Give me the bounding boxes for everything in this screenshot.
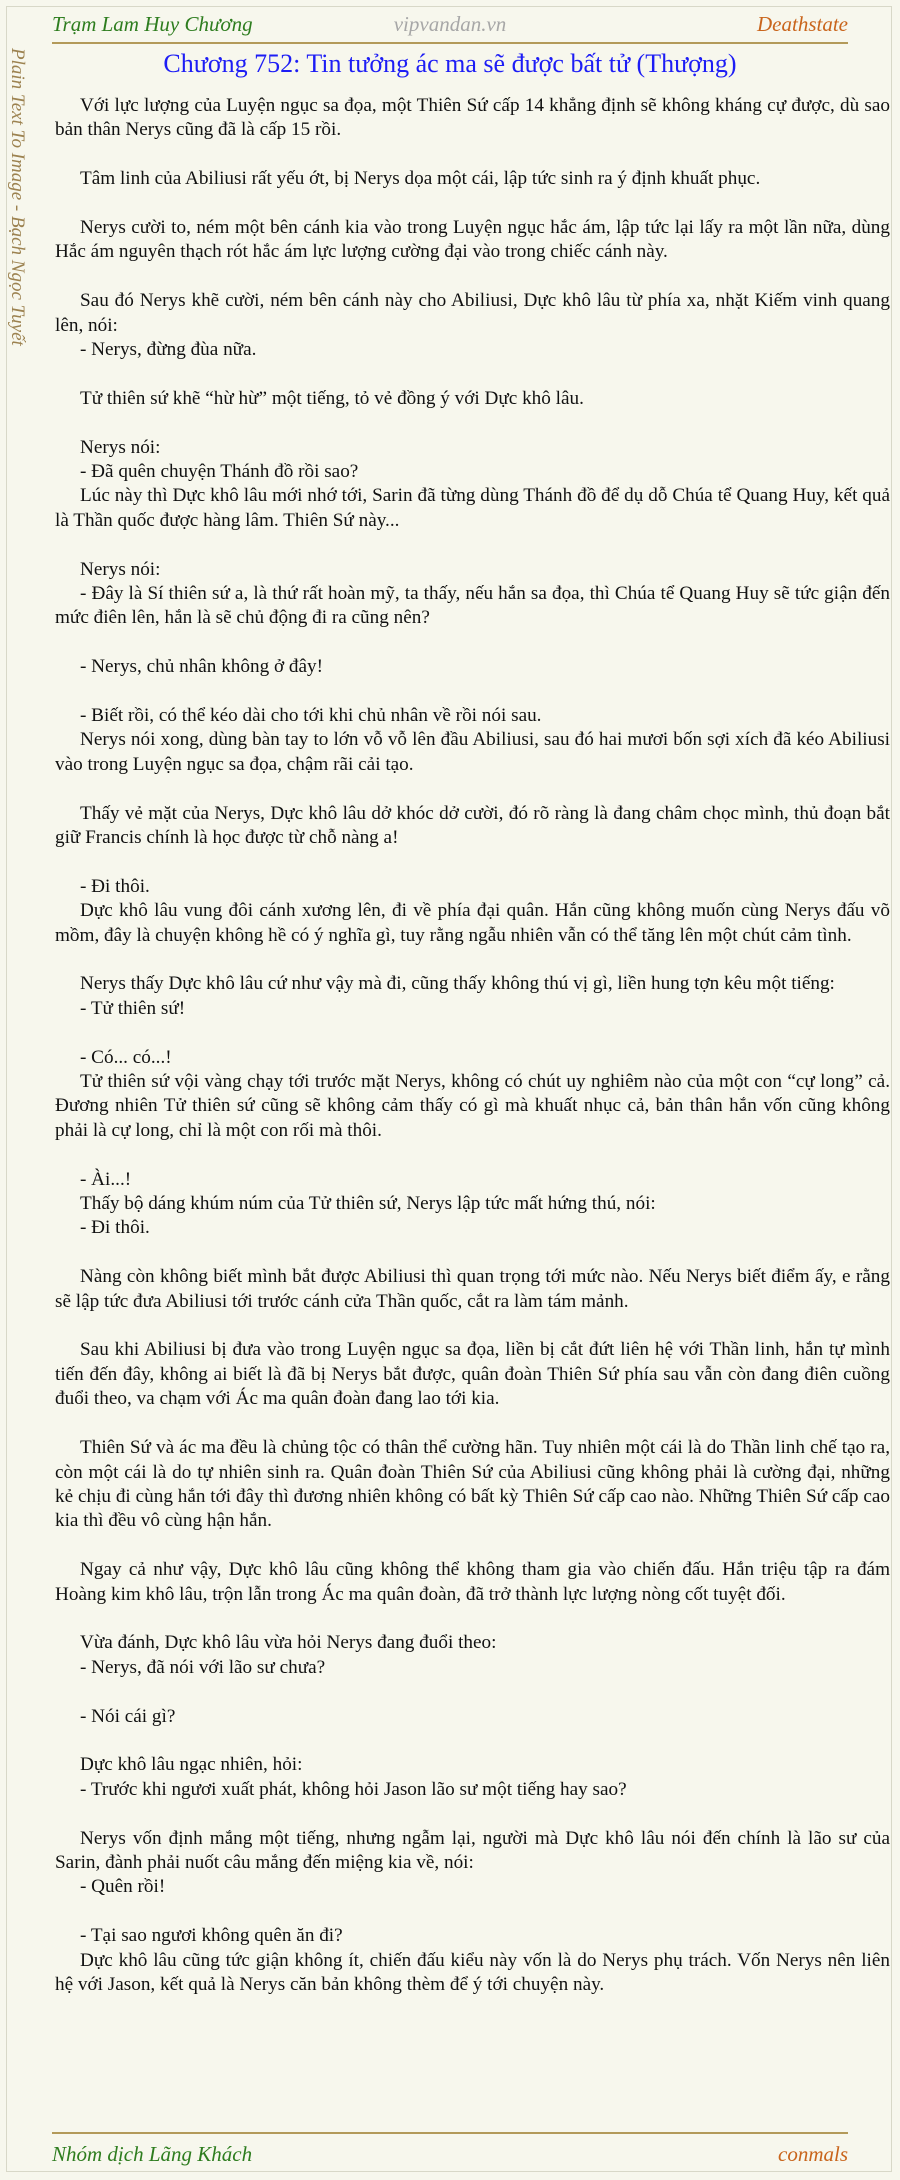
paragraph: Nerys vốn định mắng một tiếng, nhưng ngẫm lại, người mà Dực khô lâu nói đến chính là lão sư của Sarin, đành phải nuốt câu mắng đến miệng kia về, nói: [55,1827,890,1873]
footer-divider [52,2132,848,2134]
paragraph: Thiên Sứ và ác ma đều là chủng tộc có thân thể cường hãn. Tuy nhiên một cái là do Thần linh chế tạo ra, còn một cái là do tự nhiên sinh ra. Quân đoàn Thiên Sứ của Abiliusi cũng không phải là cường đại, những kẻ chịu đi cùng hắn tới đây thì đương nhiên không có bất kỳ Thiên Sứ cấp cao nào. Những Thiên Sứ cấp cao kia thì đều vô cùng hận hắn. [55,1437,890,1532]
header-site-name: Trạm Lam Huy Chương [52,12,253,36]
paragraph: Thấy bộ dáng khúm núm của Tử thiên sứ, Nerys lập tức mất hứng thú, nói: [80,1193,656,1215]
paragraph: Dực khô lâu vung đôi cánh xương lên, đi về phía đại quân. Hắn cũng không muốn cùng Nerys đấu võ mồm, đây là chuyện không hề có ý nghĩa gì, tuy rằng ngẫu nhiên vẫn có thể tăng lên một chút cảm tình. [55,900,890,946]
header-divider [52,42,848,44]
paragraph: - Có... có...! [80,1046,172,1068]
paragraph: - Nerys, chủ nhân không ở đây! [80,656,324,678]
sidebar-watermark [4,48,44,408]
paragraph: Tử thiên sứ vội vàng chạy tới trước mặt Nerys, không có chút uy nghiêm nào của một con “cự long” cả. Đương nhiên Tử thiên sứ cũng sẽ không cảm thấy có gì mà khuất nhục cả, bản thân hắn vốn cũng không phải là cự long, chỉ là một con rối mà thôi. [55,1071,890,1141]
paragraph: Dực khô lâu cũng tức giận không ít, chiến đấu kiểu này vốn là do Nerys phụ trách. Vốn Nerys nên liên hệ với Jason, kết quả là Nerys căn bản không thèm để ý tới chuyện này. [55,1949,890,1995]
paragraph: Nerys nói: [80,436,161,458]
paragraph: Vừa đánh, Dực khô lâu vừa hỏi Nerys đang đuổi theo: [80,1632,497,1654]
page-footer [52,2138,848,2172]
paragraph: Nerys nói xong, dùng bàn tay to lớn vỗ vỗ lên đầu Abiliusi, sau đó hai mươi bốn sợi xích đã kéo Abiliusi vào trong Luyện ngục sa đọa, chậm rãi cải tạo. [55,729,890,775]
paragraph: - Trước khi ngươi xuất phát, không hỏi Jason lão sư một tiếng hay sao? [80,1778,627,1800]
paragraph: - Nerys, đã nói với lão sư chưa? [80,1656,326,1678]
paragraph: Nerys nói: [80,558,161,580]
paragraph: Nàng còn không biết mình bắt được Abiliusi thì quan trọng tới mức nào. Nếu Nerys biết điểm ấy, e rằng sẽ lập tức đưa Abiliusi tới trước cánh cửa Thần quốc, cắt ra làm tám mảnh. [55,1266,890,1312]
paragraph: - Đi thôi. [80,1217,150,1239]
paragraph: - Ài...! [80,1168,132,1190]
header-author: Deathstate [757,12,848,36]
paragraph: Nerys cười to, ném một bên cánh kia vào trong Luyện ngục hắc ám, lập tức lại lấy ra một lần nữa, dùng Hắc ám nguyên thạch rót hắc ám lực lượng cường đại vào trong chiếc cánh này. [55,217,890,263]
header-url: vipvandan.vn [393,12,507,36]
paragraph: - Tử thiên sứ! [80,997,186,1019]
chapter-body [55,94,890,1997]
paragraph: Tâm linh của Abiliusi rất yếu ớt, bị Nerys dọa một cái, lập tức sinh ra ý định khuất phục. [80,168,761,190]
paragraph: Sau khi Abiliusi bị đưa vào trong Luyện ngục sa đọa, liền bị cắt đứt liên hệ với Thần linh, hắn tự mình tiến đến đây, không ai biết là đã bị Nerys bắt được, quân đoàn Thiên Sứ phía sau vẫn còn đang điên cuồng đuổi theo, va chạm với Ác ma quân đoàn đang lao tới kia. [55,1339,890,1410]
paragraph: Lúc này thì Dực khô lâu mới nhớ tới, Sarin đã từng dùng Thánh đồ để dụ dỗ Chúa tể Quang Huy, kết quả là Thần quốc được hàng lâm. Thiên Sứ này... [55,485,890,531]
footer-translator: Nhóm dịch Lãng Khách [52,2142,253,2166]
paragraph: Với lực lượng của Luyện ngục sa đọa, một Thiên Sứ cấp 14 khẳng định sẽ không kháng cự được, dù sao bản thân Nerys cũng đã là cấp 15 rồi. [55,95,890,141]
paragraph: - Biết rồi, có thể kéo dài cho tới khi chủ nhân về rồi nói sau. [80,705,542,727]
paragraph: Ngay cả như vậy, Dực khô lâu cũng không thể không tham gia vào chiến đấu. Hắn triệu tập ra đám Hoàng kim khô lâu, trộn lẫn trong Ác ma quân đoàn, đã trở thành lực lượng nòng cốt tuyệt đối. [55,1559,890,1605]
paragraph: - Tại sao ngươi không quên ăn đi? [80,1925,343,1947]
paragraph: - Đi thôi. [80,875,150,897]
paragraph: - Đây là Sí thiên sứ a, là thứ rất hoàn mỹ, ta thấy, nếu hắn sa đọa, thì Chúa tể Quang Huy sẽ tức giận đến mức điên lên, hắn là sẽ chủ động đi ra cũng nên? [55,583,890,629]
page-header [52,8,848,42]
paragraph: - Đã quên chuyện Thánh đồ rồi sao? [80,461,359,483]
paragraph: Thấy vẻ mặt của Nerys, Dực khô lâu dở khóc dở cười, đó rõ ràng là đang châm chọc mình, thủ đoạn bắt giữ Francis chính là học được từ chỗ nàng a! [55,802,890,849]
paragraph: Nerys thấy Dực khô lâu cứ như vậy mà đi, cũng thấy không thú vị gì, liền hung tợn kêu một tiếng: [80,973,835,995]
footer-uploader: conmals [778,2142,848,2166]
paragraph: Sau đó Nerys khẽ cười, ném bên cánh này cho Abiliusi, Dực khô lâu từ phía xa, nhặt Kiếm vinh quang lên, nói: [55,290,890,336]
sidebar-text: Plain Text To Image - Bạch Ngọc Tuyết [7,48,28,346]
paragraph: - Quên rồi! [80,1876,166,1898]
paragraph: Tử thiên sứ khẽ “hừ hừ” một tiếng, tỏ vẻ đồng ý với Dực khô lâu. [80,387,584,409]
paragraph: - Nói cái gì? [80,1705,176,1727]
paragraph: Dực khô lâu ngạc nhiên, hỏi: [80,1754,303,1776]
chapter-title: Chương 752: Tin tưởng ác ma sẽ được bất tử (Thượng) [163,49,737,78]
paragraph: - Nerys, đừng đùa nữa. [80,339,257,361]
